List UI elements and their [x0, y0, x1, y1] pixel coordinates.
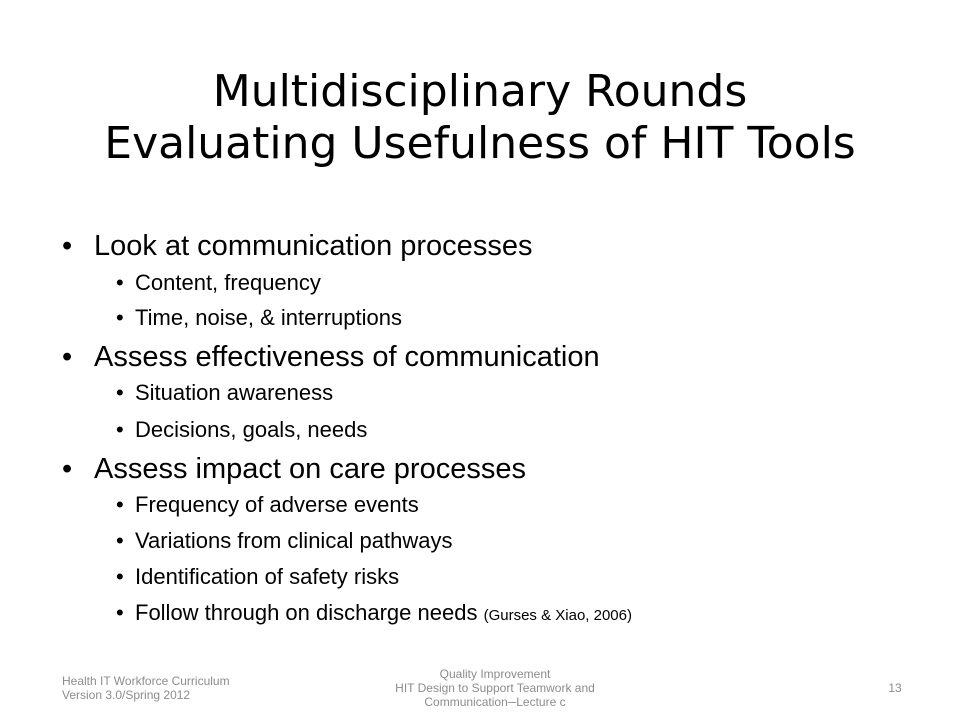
bullet-icon: • — [62, 230, 73, 262]
sub-bullet-text: Content, frequency — [135, 270, 321, 295]
footer-center-line-2: HIT Design to Support Teamwork and — [395, 681, 595, 695]
sub-bullet-text: Situation awareness — [135, 380, 334, 405]
sub-bullet-text: Time, noise, & interruptions — [135, 305, 402, 330]
footer-left-line-2: Version 3.0/Spring 2012 — [62, 688, 191, 702]
sub-bullet-text: Follow through on discharge needs — [135, 600, 478, 625]
title-line-1: Multidisciplinary Rounds — [212, 66, 748, 117]
bullet-text: Assess impact on care processes — [94, 453, 526, 485]
bullet-icon: • — [116, 564, 124, 589]
bullet-icon: • — [62, 453, 73, 485]
footer-curriculum — [62, 674, 230, 702]
footer-left-line-1: Health IT Workforce Curriculum — [62, 674, 230, 688]
bullet-icon: • — [116, 492, 124, 517]
footer-center-line-3: Communication─Lecture c — [424, 695, 566, 709]
footer-lecture-info — [330, 667, 660, 709]
bullet-icon: • — [62, 341, 73, 373]
sub-bullet-text: Identification of safety risks — [135, 564, 400, 589]
bullet-icon: • — [116, 305, 124, 330]
footer-center-line-1: Quality Improvement — [439, 667, 551, 681]
bullet-icon: • — [116, 417, 124, 442]
bullet-icon: • — [116, 528, 124, 553]
bullet-text: Assess effectiveness of communication — [94, 341, 600, 373]
sub-bullet-text: Frequency of adverse events — [135, 492, 419, 517]
bullet-icon: • — [116, 270, 124, 295]
citation: (Gurses & Xiao, 2006) — [483, 607, 632, 624]
sub-bullet-text-with-citation — [135, 600, 632, 629]
bullet-icon: • — [116, 600, 124, 625]
sub-bullet-text: Decisions, goals, needs — [135, 417, 368, 442]
bullet-text: Look at communication processes — [94, 230, 533, 262]
title-line-2: Evaluating Usefulness of HIT Tools — [104, 118, 856, 169]
page-number: 13 — [888, 681, 902, 695]
sub-bullet-text: Variations from clinical pathways — [135, 528, 453, 553]
bullet-icon: • — [116, 380, 124, 405]
